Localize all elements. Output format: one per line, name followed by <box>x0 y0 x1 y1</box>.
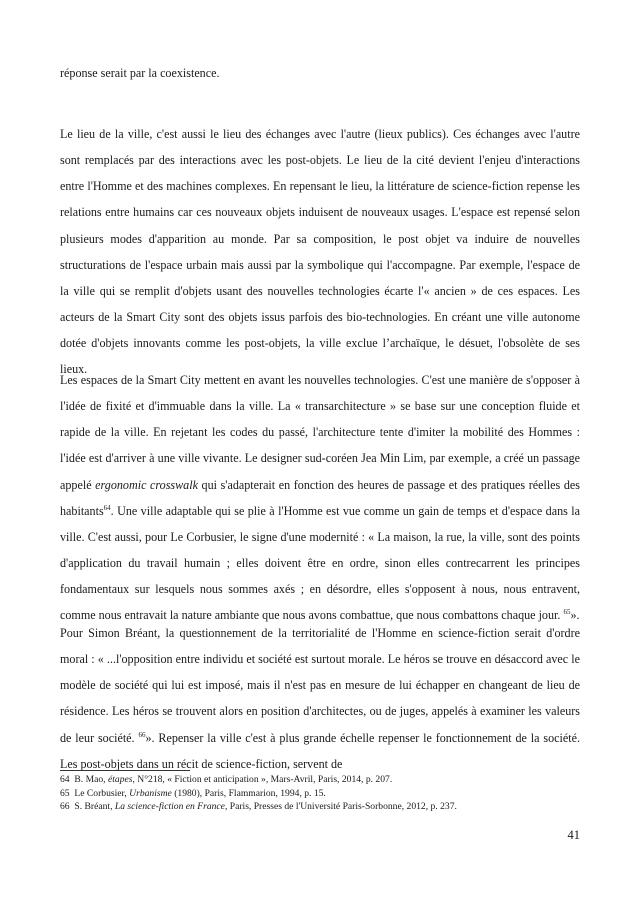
footnote-divider <box>60 770 190 771</box>
paragraph-2-text-2: qui s'adapterait en fonction des heures de passage et des pratiques réelles des habitants <box>60 477 580 518</box>
footnote-number: 65 <box>60 787 70 799</box>
intro-line: réponse serait par la coexistence. <box>60 66 220 80</box>
footnote-66 <box>60 800 580 814</box>
footnote-title: Urbanisme <box>129 787 172 799</box>
footnote-ref-66[interactable]: 66 <box>138 730 146 739</box>
footnote-details: (1980), Paris, Flammarion, 1994, p. 15. <box>171 787 326 799</box>
paragraph-3-text-2: ». Repenser la ville c'est à plus grande échelle repenser le fonctionnement de la société. Les post-objets dans un récit de science-fiction, servent de <box>60 730 580 771</box>
footnote-details: , N°218, « Fiction et anticipation », Mars-Avril, Paris, 2014, p. 207. <box>132 774 393 785</box>
paragraph-3-text-1: Pour Simon Bréant, la questionnement de la territorialité de l'Homme en science-fiction serait d'ordre moral : « ...l'opposition entre individu et société est surtout morale. Le héros se trouve en désaccord avec le modèle de société qui lui est imposé, mais il n'est pas en mesure de lui échapper en changeant de lieu de résidence. Les héros se trouvent alors en position d'architectes, ou de juges, appelés à examiner les valeurs de leur société. <box>60 626 580 745</box>
paragraph-2-text-1: Les espaces de la Smart City mettent en avant les nouvelles technologies. C'est une manière de s'opposer à l'idée de fixité et d'immuable dans la ville. La « transarchitecture » se base sur une conception fluide et rapide de la ville. En rejetant les codes du passé, l'architecture tente d'imiter la mobilité des Hommes : l'idée est d'arriver à une ville vivante. Le designer sud-coréen Jea Min Lim, par exemple, a créé un passage appelé <box>60 373 580 492</box>
footnote-ref-65[interactable]: 65 <box>563 608 571 617</box>
footnote-author: B. Mao, <box>74 774 108 785</box>
footnote-ref-64[interactable]: 64 <box>103 503 111 512</box>
footnote-details: , Paris, Presses de l'Université Paris-Sorbonne, 2012, p. 237. <box>224 801 457 813</box>
paragraph-1: Le lieu de la ville, c'est aussi le lieu des échanges avec l'autre (lieux publics). Ces échanges avec l'autre sont remplacés par des interactions avec les post-objets. Le lieu de la cité devient l'enjeu d'interactions entre l'Homme et des machines complexes. En repensant le lieu, la littérature de science-fiction repense les relations entre humains car ces nouveaux objets induisent de nouveaux usages. L'espace est repensé selon plusieurs modes d'apparition au monde. Par sa composition, le post objet va induire de nouvelles structurations de l'espace urbain mais aussi par la symbolique qui l'accompagne. Par exemple, l'espace de la ville qui se remplit d'objets usant des nouvelles technologies écarte l'« ancien » de ces espaces. Les acteurs de la Smart City sont des objets issus parfois des bio-technologies. En créant une ville autonome dotée d'objets innovants comme les post-objets, la ville exclue l’archaïque, le désuet, l'obsolète de ses lieux. <box>60 127 580 377</box>
footnote-65 <box>60 787 580 801</box>
paragraph-3 <box>60 620 580 777</box>
footnote-title: La science-fiction en France <box>114 801 225 813</box>
page-number: 41 <box>567 828 580 842</box>
paragraph-2-italic: ergonomic crosswalk <box>95 477 198 492</box>
footnote-title: étapes <box>107 774 133 785</box>
paragraph-2-text-3: . Une ville adaptable qui se plie à l'Homme est vue comme un gain de temps et d'espace dans la ville. C'est aussi, pour Le Corbusier, le signe d'une modernité : « La maison, la rue, la ville, sont des points d'application du travail humain ; elles doivent être en ordre, sinon elles contrecarrent les principes fondamentaux sur lesquels nous sommes axés ; en désordre, elles s'opposent à nous, nous entravent, comme nous entravait la nature ambiante que nous avons combattue, que nous combattons chaque jour. <box>60 503 580 623</box>
footnote-number: 64 <box>60 774 70 785</box>
paragraph-2 <box>60 367 580 629</box>
footnotes <box>60 773 580 814</box>
footnote-author: Le Corbusier, <box>74 787 130 799</box>
footnote-number: 66 <box>60 801 70 813</box>
footnote-64 <box>60 773 580 787</box>
paragraph-2-text-4: ». <box>570 608 580 623</box>
footnote-author: S. Bréant, <box>74 801 115 813</box>
